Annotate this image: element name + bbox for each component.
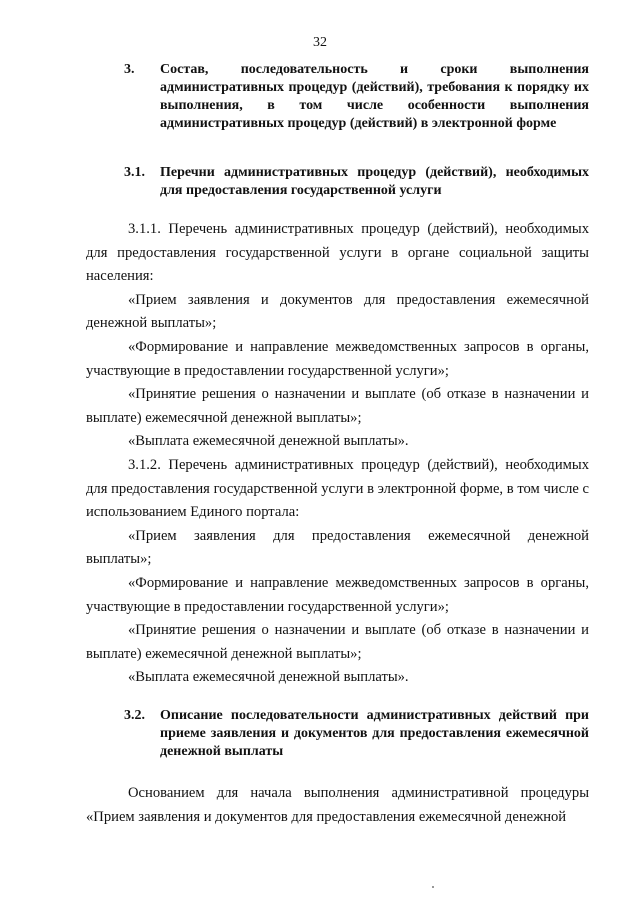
scan-speck	[432, 886, 434, 888]
paragraph: «Формирование и направление межведомственных запросов в органы, участвующие в предоставлении государственной услуги»;	[86, 574, 589, 615]
section-3-1-body	[86, 218, 589, 690]
paragraph: Основанием для начала выполнения административной процедуры «Прием заявления и документов для предоставления ежемесячной денежной	[86, 785, 589, 825]
paragraph: «Выплата ежемесячной денежной выплаты».	[128, 669, 409, 686]
section-3-1-heading	[124, 164, 589, 200]
paragraph: 3.1.1. Перечень административных процедур (действий), необходимых для предоставления государственной услуги в органе социальной защиты населения:	[86, 221, 589, 285]
section-3-title: Состав, последовательность и сроки выполнения административных процедур (действий), требования к порядку их выполнения, в том числе особенности выполнения административных процедур (действий) в электронной форме	[160, 62, 589, 131]
section-3-2-title: Описание последовательности административных действий при приеме заявления и документов для предоставления ежемесячной денежной выплаты	[160, 708, 589, 759]
section-3-1-number: 3.1.	[124, 165, 145, 180]
paragraph: «Формирование и направление межведомственных запросов в органы, участвующие в предоставлении государственной услуги»;	[86, 338, 589, 379]
paragraph: «Выплата ежемесячной денежной выплаты».	[128, 433, 409, 450]
paragraph: «Принятие решения о назначении и выплате (об отказе в назначении и выплате) ежемесячной денежной выплаты»;	[86, 386, 589, 426]
section-3-1-title: Перечни административных процедур (действий), необходимых для предоставления государственной услуги	[160, 165, 589, 198]
paragraph: 3.1.2. Перечень административных процедур (действий), необходимых для предоставления государственной услуги в электронной форме, в том числе с использованием Единого портала:	[86, 456, 589, 521]
paragraph: «Прием заявления для предоставления ежемесячной денежной выплаты»;	[86, 527, 589, 568]
section-3-2-number: 3.2.	[124, 708, 145, 723]
section-3-2-body	[86, 782, 589, 829]
page-number: 32	[313, 35, 327, 50]
paragraph: «Прием заявления и документов для предоставления ежемесячной денежной выплаты»;	[86, 291, 589, 332]
section-3-number: 3.	[124, 62, 135, 77]
section-3-2-heading	[124, 707, 589, 761]
paragraph: «Принятие решения о назначении и выплате (об отказе в назначении и выплате) ежемесячной денежной выплаты»;	[86, 622, 589, 662]
section-3-heading	[124, 61, 589, 133]
